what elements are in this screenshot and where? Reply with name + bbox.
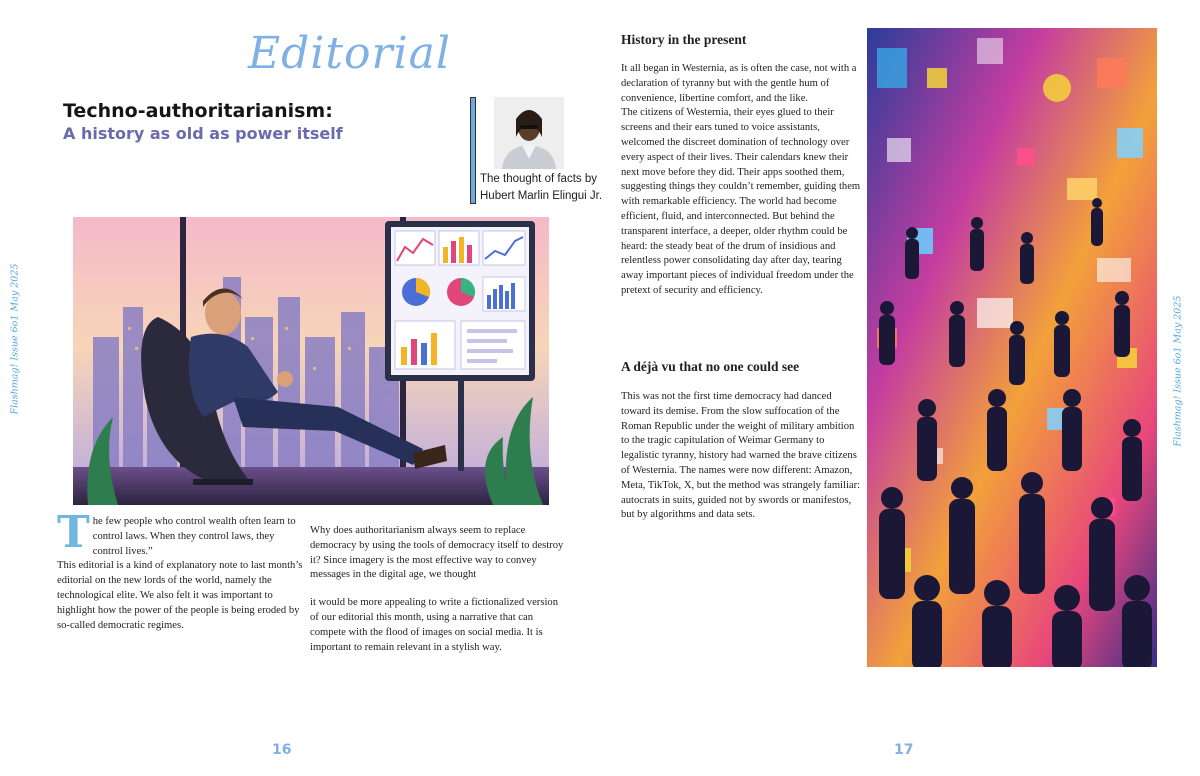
page-number-left: 16 (272, 742, 292, 758)
drop-cap: T (57, 507, 90, 558)
hero-illustration (73, 217, 549, 505)
column-2-paragraph-1: Why does authoritarianism always seem to replace democracy by using the tools of democracy itself to destroy it? Since imagery is the most effective way to convey messages in the digital age, we thought (310, 525, 564, 581)
right-side-label: Flashmag! Issue 6o1 May 2025 (1172, 295, 1184, 447)
author-accent-bar (470, 97, 476, 204)
section-1-paragraph-2: The citizens of Westernia, their eyes glued to their screens and their ears tuned to voice assistants, welcomed the discreet domination of technology over every aspect of their lives. Their calendars knew their next move before they did. Their apps soothed them, suggesting things they couldn’t remember, guiding them with remarkable efficiency. The world had become efficient, fluid, and interconnected. But behind the transparent interface, a deeper, older rhythm could be heard: the steady beat of the drum of insidious and relentless power consolidating day after day, tearing away important pieces of individual freedom under the pretext of security and efficiency. (621, 107, 861, 296)
right-column-section-2 (621, 390, 861, 523)
right-column-section-1 (621, 62, 861, 299)
column-1-paragraph-1-text: he few people who control wealth often learn to control laws. When they control laws, they control lives.” (92, 516, 296, 557)
subheadline: A history as old as power itself (63, 124, 343, 143)
column-2-paragraph-2: it would be more appealing to write a fictionalized version of our editorial this month, using a narrative that can compete with the flood of images on social media. It is important to remain relevant in a stylish way. (310, 597, 558, 653)
byline-line-2: Hubert Marlin Elingui Jr. (480, 190, 603, 202)
heading-deja-vu: A déjà vu that no one could see (621, 359, 800, 374)
headline: Techno-authoritarianism: (63, 100, 333, 122)
byline-line-1: The thought of facts by (480, 173, 597, 185)
left-side-label: Flashmag! Issue 6o1 May 2025 (9, 263, 21, 415)
section-2-paragraph: This was not the first time democracy had danced toward its demise. From the slow suffocation of the Roman Republic under the weight of military ambition to the tragic capitulation of Weimar Germany to legalistic tyranny, history had warned the brave citizens of Westernia. The names were now different: Amazon, Meta, TikTok, X, but the method was strangely familiar: autocrats in suits, guided not by swords or manifestos, but by algorithms and data sets. (621, 391, 861, 521)
column-1-paragraph-2: This editorial is a kind of explanatory note to last month’s editorial on the new lords of the world, namely the technological elite. We also felt it was important to highlight how the power of the people is being eroded by so-called democratic regimes. (57, 560, 303, 631)
left-column-1 (57, 507, 304, 633)
column-1-paragraph-1 (57, 507, 304, 559)
author-photo (494, 97, 564, 169)
crowd-illustration (867, 28, 1157, 667)
byline (480, 171, 602, 205)
heading-history-in-the-present: History in the present (621, 32, 747, 47)
section-title: Editorial (248, 28, 451, 79)
page-number-right: 17 (894, 742, 914, 758)
left-column-2 (310, 524, 564, 655)
section-1-paragraph-1: It all began in Westernia, as is often the case, not with a declaration of tyranny but with the gentle hum of convenience, libertine comfort, and the like. (621, 63, 857, 104)
